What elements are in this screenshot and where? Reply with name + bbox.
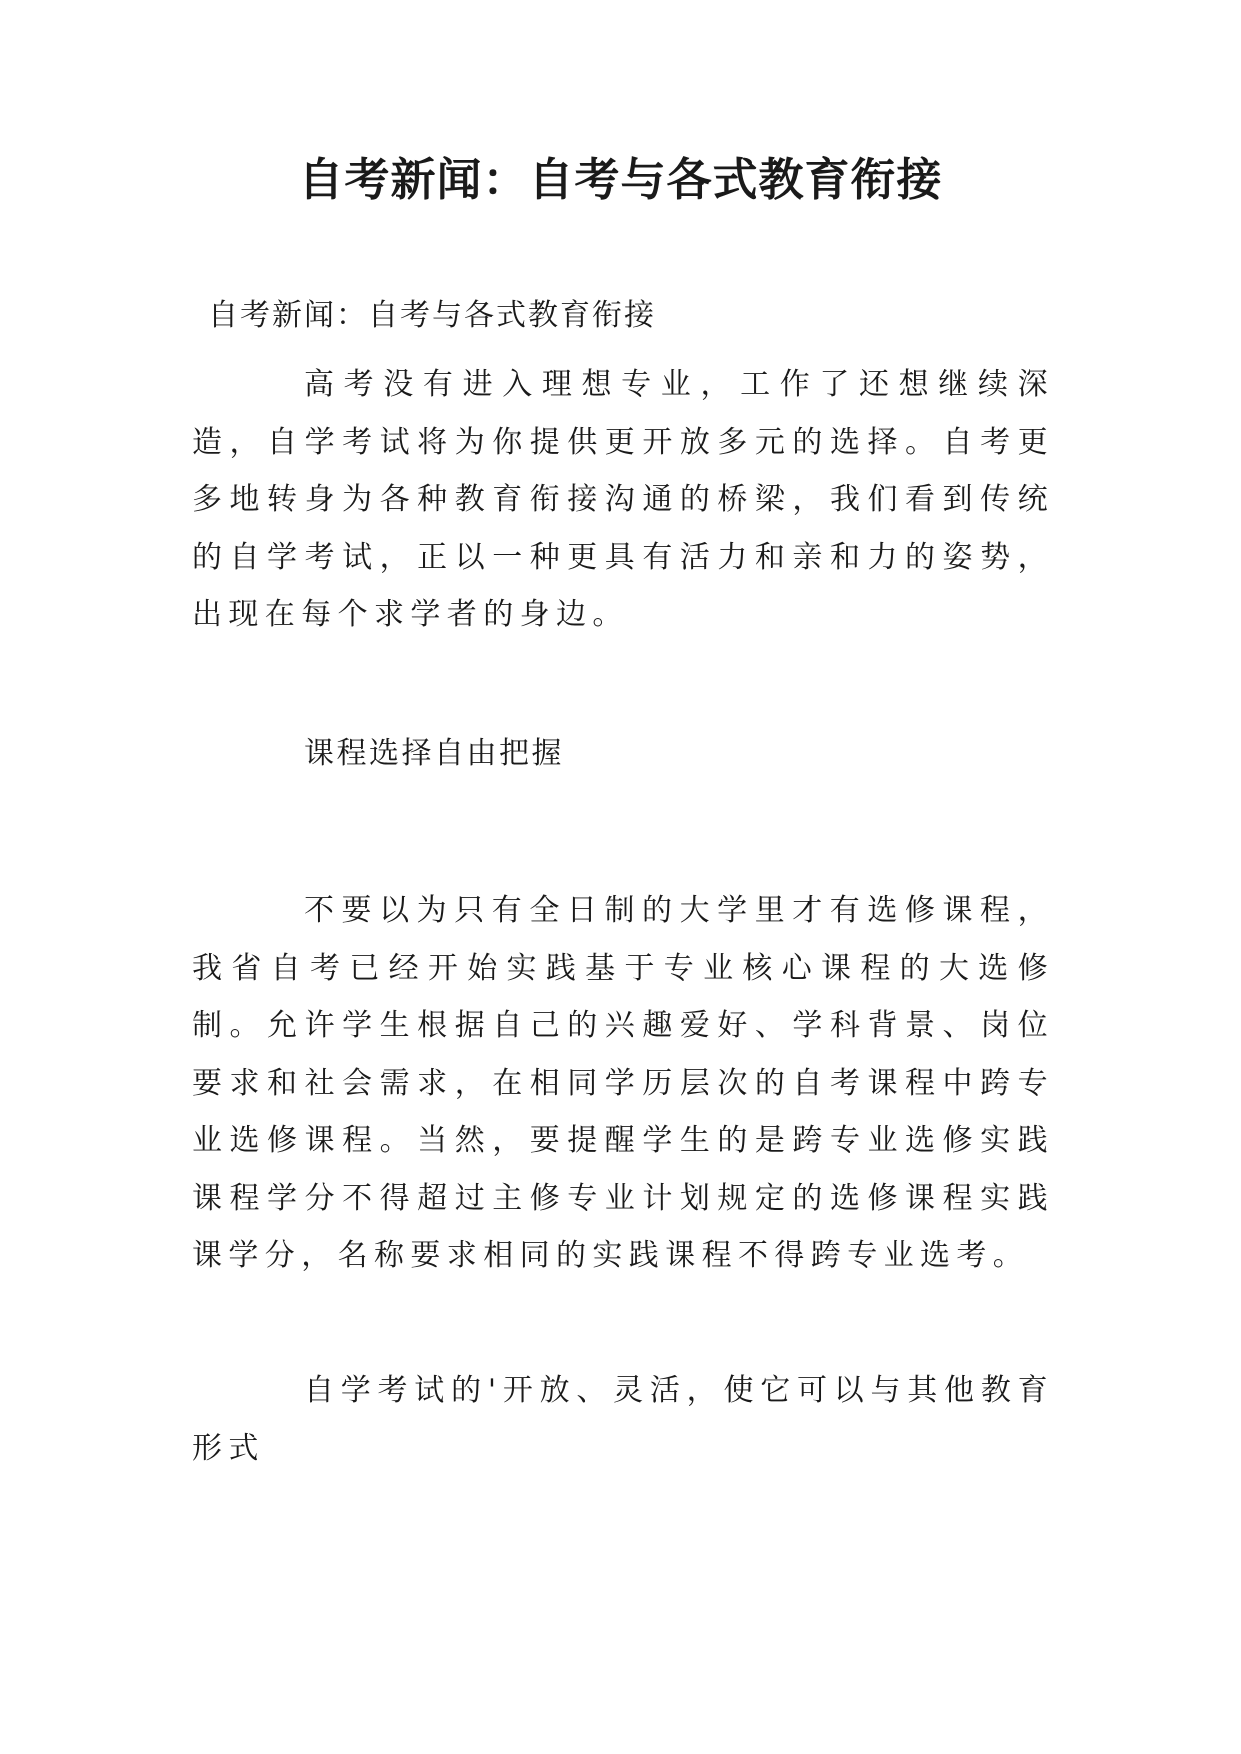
paragraph-intro: 高考没有进入理想专业，工作了还想继续深造，自学考试将为你提供更开放多元的选择。自考更多地转身为各种教育衔接沟通的桥梁，我们看到传统的自学考试，正以一种更具有活力和亲和力的姿势，出现在每个求学者的身边。 [192,367,1054,632]
document-subtitle: 自考新闻：自考与各式教育衔接 [208,298,656,333]
section-heading: 课程选择自由把握 [304,736,564,771]
document-title: 自考新闻：自考与各式教育衔接 [298,153,943,206]
paragraph-course-selection: 不要以为只有全日制的大学里才有选修课程，我省自考已经开始实践基于专业核心课程的大选修制。允许学生根据自己的兴趣爱好、学科背景、岗位要求和社会需求，在相同学历层次的自考课程中跨专业选修课程。当然，要提醒学生的是跨专业选修实践课程学分不得超过主修专业计划规定的选修课程实践课学分，名称要求相同的实践课程不得跨专业选考。 [192,893,1054,1273]
paragraph-openness: 自学考试的'开放、灵活，使它可以与其他教育形式 [192,1373,1054,1466]
